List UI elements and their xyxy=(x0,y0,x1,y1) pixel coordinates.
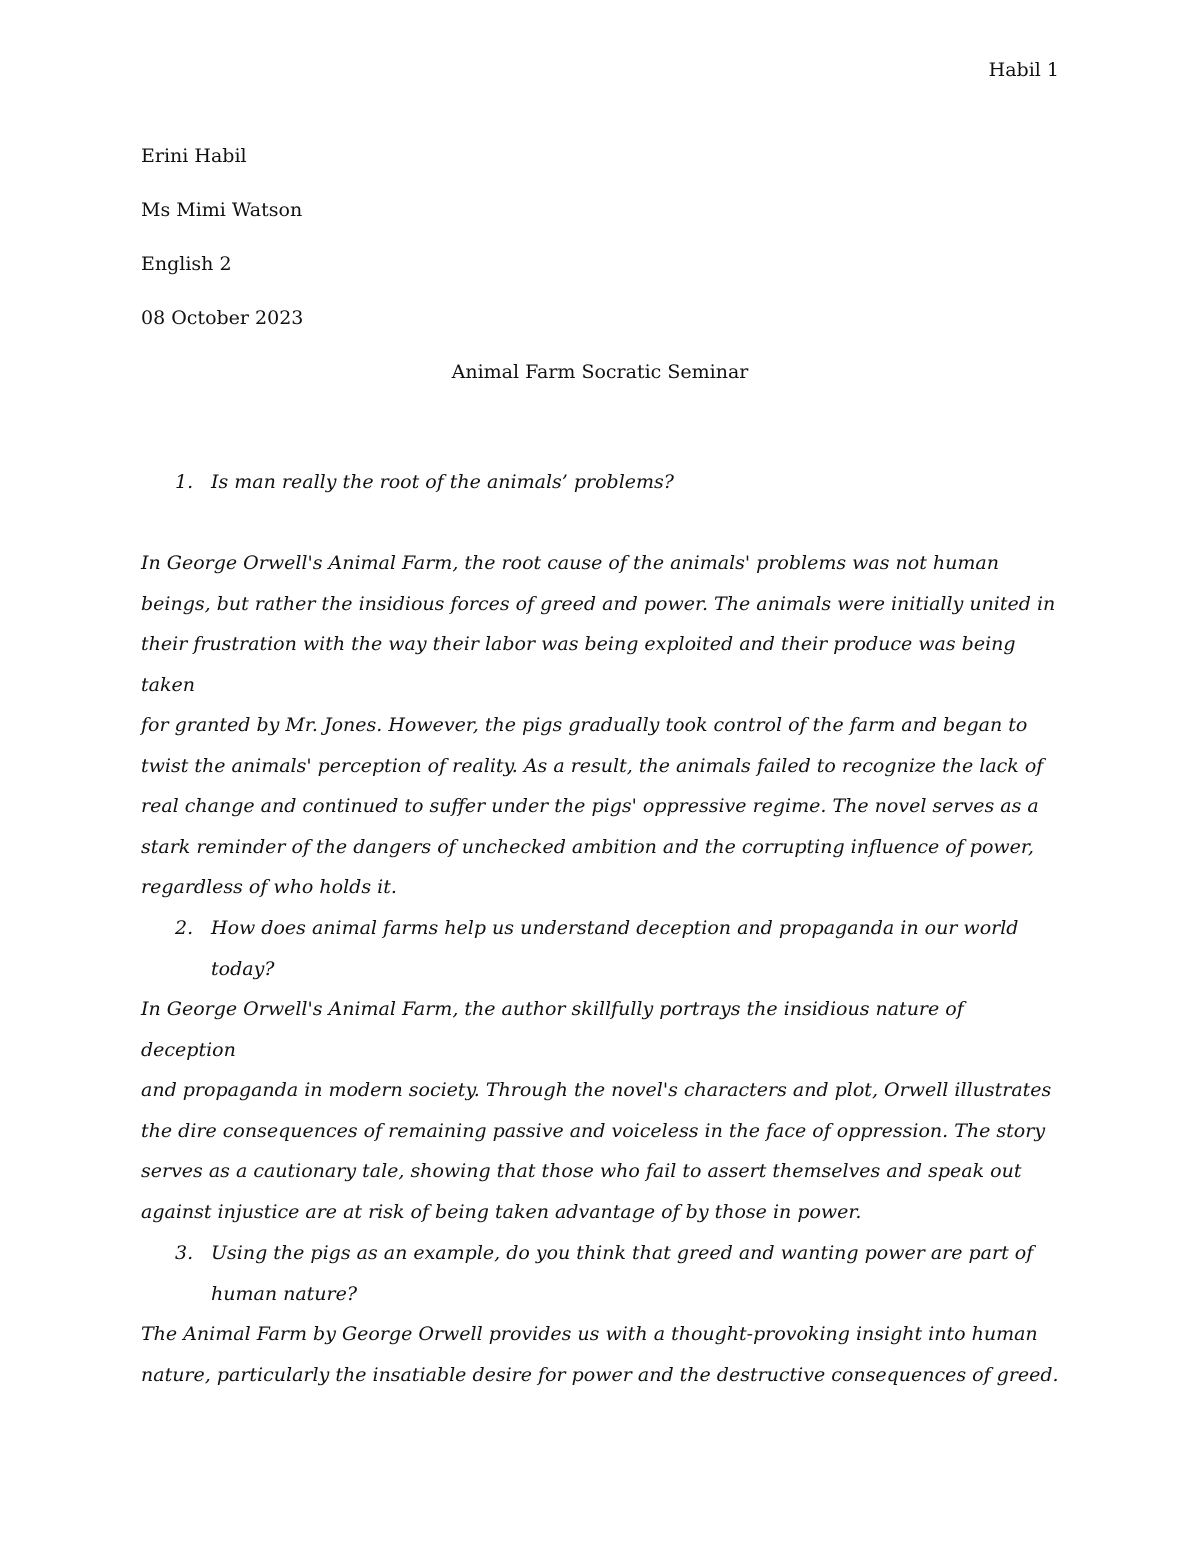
document-date: 08 October 2023 xyxy=(141,307,304,329)
teacher-name: Ms Mimi Watson xyxy=(141,199,303,221)
answer-2: In George Orwell's Animal Farm, the author skillfully portrays the insidious nature of deception and propaganda in modern society. Through the novel's characters and plot, Orwell illustrates the dire consequences of remaining passive and voiceless in the face of oppression. The story serves as a cautionary tale, showing that those who fail to assert themselves and speak out against injustice are at risk of being taken advantage of by those in power. xyxy=(141,998,1052,1223)
answer-1: In George Orwell's Animal Farm, the root cause of the animals' problems was not human beings, but rather the insidious forces of greed and power. The animals were initially united in their frustration with the way their labor was being exploited and their produce was being taken for granted by Mr. Jones. However, the pigs gradually took control of the farm and began to twist the animals' perception of reality. As a result, the animals failed to recognize the lack of real change and continued to suffer under the pigs' oppressive regime. The novel serves as a stark reminder of the dangers of unchecked ambition and the corrupting influence of power, regardless of who holds it. xyxy=(141,552,1056,898)
page-header-label: Habil 1 xyxy=(988,59,1059,81)
question-text: Is man really the root of the animals’ problems? xyxy=(211,471,674,493)
question-text: Using the pigs as an example, do you think that greed and wanting power are part of human nature? xyxy=(211,1242,1034,1305)
question-number: 2. xyxy=(175,917,194,939)
document-title: Animal Farm Socratic Seminar xyxy=(451,361,749,383)
student-name: Erini Habil xyxy=(141,145,247,167)
question-2 xyxy=(141,908,1059,989)
question-number: 1. xyxy=(175,471,194,493)
question-number: 3. xyxy=(175,1242,194,1264)
mla-heading xyxy=(141,142,1059,412)
course-name: English 2 xyxy=(141,253,232,275)
question-3 xyxy=(141,1233,1059,1314)
question-1 xyxy=(141,462,1059,503)
question-text: How does animal farms help us understand deception and propaganda in our world today? xyxy=(211,917,1019,980)
answer-3: The Animal Farm by George Orwell provides us with a thought-provoking insight into human nature, particularly the insatiable desire for power and the destructive consequences of greed. xyxy=(141,1323,1059,1386)
